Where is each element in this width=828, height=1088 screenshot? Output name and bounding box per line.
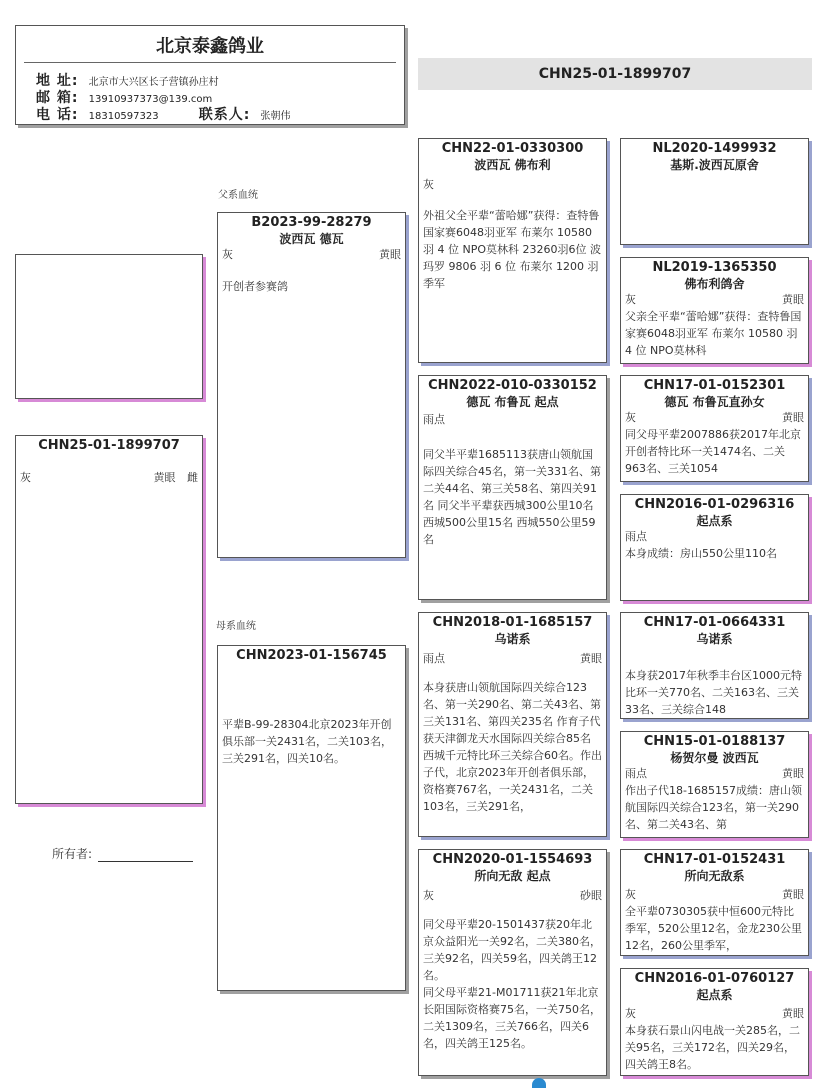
eye: 黄眼 [379,248,401,261]
ring-number: CHN2016-01-0296316 [634,497,795,512]
strain-name: 波西瓦 佛布利 [474,158,551,172]
sire-sire-card [418,138,607,363]
eye: 黄眼 [782,1007,804,1020]
ds-sire-card [620,612,809,719]
eye: 砂眼 [580,889,602,902]
color: 灰 [20,471,31,484]
main-ring-banner: CHN25-01-1899707 [418,58,812,90]
traits-row [16,470,202,486]
sire-dam-card [418,375,607,600]
note: 同父半平辈1685113获唐山领航国际四关综合45名，第一关331名、第二关44名、第三关58名、第四关91名 同父半平辈获西城300公里10名 西城500公里15名 西城550公里59名 [423,448,601,546]
dam-card [217,645,406,991]
note: 本身获石景山闪电战一关285名，二关95名，三关172名，四关29名，四关鸽王8名。 [625,1024,800,1071]
traits-row [419,412,606,428]
ring-number: CHN17-01-0152431 [643,852,786,867]
ring-number: CHN2018-01-1685157 [432,615,593,630]
strain-name: 德瓦 布鲁瓦直孙女 [664,395,765,409]
traits-row [621,292,808,308]
strain-name: 起点系 [696,514,733,528]
eye: 黄眼 [782,411,804,424]
strain-name: 基斯.波西瓦原舍 [670,158,759,172]
phone-label: 电 话: [36,107,79,123]
owner-blank-line [98,849,193,862]
traits-row [419,888,606,904]
ring-number: CHN2023-01-156745 [236,648,387,663]
owner-label: 所有者: [52,847,93,861]
ring-number: CHN17-01-0664331 [643,615,786,630]
traits-row [419,651,606,667]
note: 父亲全平辈“蕾哈娜”获得：查特鲁国家赛6048羽亚军 布莱尔 10580 羽 4 位 NPO莫林科 [625,310,802,357]
breeder-info-card [15,25,405,125]
photo-placeholder [15,254,203,399]
ss-sire-card [620,138,809,245]
eye: 黄眼 [580,652,602,665]
color: 雨点 [423,652,445,665]
color: 雨点 [625,767,647,780]
sire-line-label: 父系血统 [218,190,258,201]
note: 本身获唐山领航国际四关综合123名、第一关290名、第二关43名、第三关131名、第四关235名 作育子代获天津御龙天水国际四关综合85名 西城千元特比环三关综合60名。作出子代，北京2023年开创者俱乐部，资格赛767名，一关2431名，二关103名，三关291名， [423,681,602,813]
color: 灰 [625,888,636,901]
ring-number: CHN22-01-0330300 [441,141,584,156]
note: 本身获2017年秋季丰台区1000元特比环一关770名、二关163名、三关33名、三关综合148 [625,669,802,716]
phone-value: 18310597323 [88,111,159,122]
sd-sire-card [620,375,809,482]
strain-name: 波西瓦 德瓦 [279,232,344,246]
ring-number: CHN17-01-0152301 [643,378,786,393]
traits-row [621,1006,808,1022]
phone-row [36,104,291,124]
note: 全平辈0730305获中恒600元特比季军，520公里12名，金龙230公里12名，260公里季军， [625,905,802,952]
dam-sire-card [418,612,607,837]
note: 外祖父全平辈“蕾哈娜”获得：查特鲁国家赛6048羽亚军 布莱尔 10580 羽 4 位 NPO莫林科 23260羽6位 波玛罗 9806 羽 6 位 布莱尔 1200 羽季军 [423,209,601,290]
strain-name: 德瓦 布鲁瓦 起点 [466,395,559,409]
color: 灰 [625,293,636,306]
note: 同父母平辈2007886获2017年北京开创者特比环一关1474名、二关963名、三关1054 [625,428,801,475]
eye: 黄眼 [782,767,804,780]
address-label: 地 址: [36,73,79,89]
dd-sire-card [620,849,809,956]
color: 灰 [423,889,434,902]
address-value: 北京市大兴区长子营镇孙庄村 [88,77,219,88]
eye: 黄眼 [782,888,804,901]
contact-value: 张朝伟 [260,111,291,122]
strain-name: 佛布利鸽舍 [684,277,745,291]
strain-name: 起点系 [696,988,733,1002]
strain-name: 杨贺尔曼 波西瓦 [670,751,759,765]
watermark-logo-fragment [532,1078,546,1088]
owner-field [52,845,193,862]
ring-number: CHN25-01-1899707 [38,438,180,453]
color: 灰 [222,248,233,261]
ring-number: CHN2016-01-0760127 [634,971,795,986]
header-divider [24,62,396,63]
sd-dam-card [620,494,809,601]
traits-row [621,410,808,426]
color: 雨点 [625,530,647,543]
note: 同父母平辈21-M01711获21年北京长阳国际资格赛75名，一关750名，二关1309名，三关766名，四关6名，四关鸽王125名。 [423,986,601,1050]
ring-number: NL2020-1499932 [652,141,777,156]
color: 灰 [423,178,434,191]
dd-dam-card [620,968,809,1076]
traits-row [218,247,405,263]
traits-row [621,766,808,782]
eye: 黄眼 [782,293,804,306]
traits-row [419,177,606,193]
breeder-name: 北京泰鑫鸽业 [156,36,264,57]
traits-row [621,529,808,545]
strain-name: 乌诺系 [494,632,531,646]
ring-number: NL2019-1365350 [652,260,777,275]
strain-name: 所向无敌 起点 [474,869,551,883]
subject-pigeon-card [15,435,203,804]
ring-number: CHN2022-010-0330152 [428,378,597,393]
note: 本身成绩：房山550公里110名 [625,547,777,560]
email-value: 13910937373@139.com [88,94,213,105]
dam-line-label: 母系血统 [216,621,256,632]
email-label: 邮 箱: [36,90,79,106]
note: 同父母平辈20-1501437获20年北京众益阳光一关92名，二关380名，三关92名，四关59名，四关鸽王12名。 [423,918,601,982]
strain-name: 乌诺系 [696,632,733,646]
note: 开创者参赛鸽 [222,280,288,293]
ds-dam-card [620,731,809,838]
ring-number: CHN2020-01-1554693 [432,852,593,867]
strain-name: 所向无敌系 [684,869,745,883]
dam-dam-card [418,849,607,1076]
traits-row [621,887,808,903]
eye: 黄眼 [153,471,176,484]
ring-number: CHN15-01-0188137 [643,734,786,749]
contact-label: 联系人: [198,107,251,123]
sex: 雌 [187,471,198,484]
note: 作出子代18-1685157成绩：唐山领航国际四关综合123名，第一关290名、第二关43名、第 [625,784,802,831]
sire-card [217,212,406,558]
color: 雨点 [423,413,445,426]
note: 平辈B-99-28304北京2023年开创俱乐部一关2431名，二关103名，三关291名，四关10名。 [222,718,392,765]
color: 灰 [625,1007,636,1020]
color: 灰 [625,411,636,424]
ring-number: B2023-99-28279 [251,215,372,230]
ss-dam-card [620,257,809,364]
